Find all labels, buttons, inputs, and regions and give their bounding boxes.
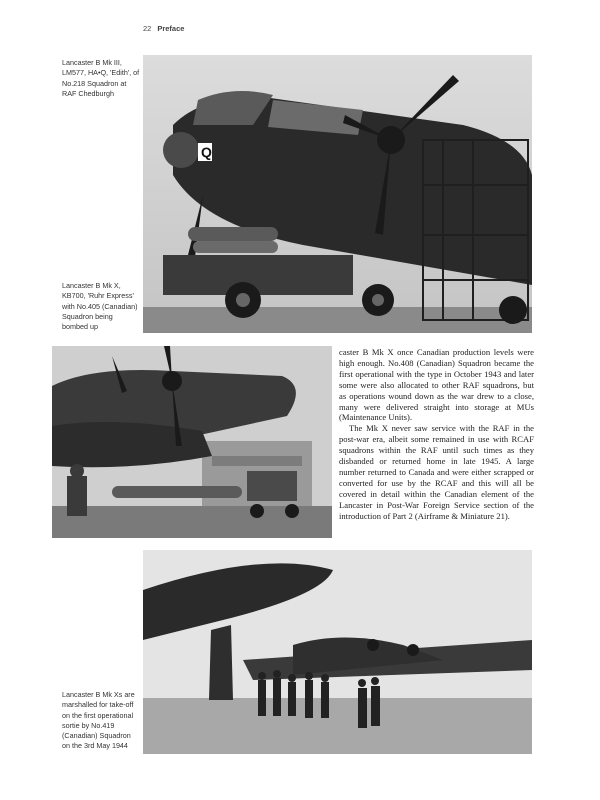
photo-ruhr-express xyxy=(52,346,332,538)
body-paragraph-1: caster B Mk X once Canadian production levels were high enough. No.408 (Canadian) Squadron became the first operational with the type in October 1943 and later some were also allocated to other RAF squadrons, but as operations wound down as the war drew to a close, many were delivered straight into storage at MUs (Maintenance Units). xyxy=(339,347,534,423)
page-number: 22 xyxy=(143,24,152,33)
caption-photo-3: Lancaster B Mk Xs are marshalled for take-off on the first operational sortie by No.419 (Canadian) Squadron on the 3rd May 1944 xyxy=(62,690,135,751)
photo-marshalled-lancasters xyxy=(143,550,532,754)
caption-photo-2: Lancaster B Mk X, KB700, 'Ruhr Express' with No.405 (Canadian) Squadron being bombed up xyxy=(62,281,138,332)
caption-photo-1: Lancaster B Mk III, LM577, HA•Q, 'Edith', of No.218 Squadron at RAF Chedburgh xyxy=(62,58,140,98)
body-paragraph-2: The Mk X never saw service with the RAF in the post-war era, albeit some remained in use with RCAF squadrons within the RAF until such times as they disbanded or returned home in late 1945. A large number returned to Canada and were either scrapped or converted for use by the RCAF and this will all be covered in detail within the Canadian element of the Lancaster in Post-War Foreign Service section of the introduction of Part 2 (Airframe & Miniature 21). xyxy=(339,423,534,521)
aircraft-code-letter: Q xyxy=(201,144,212,160)
page-header xyxy=(143,24,184,33)
body-text xyxy=(339,347,534,522)
photo-lancaster-edith xyxy=(143,55,532,333)
section-title: Preface xyxy=(157,24,185,33)
